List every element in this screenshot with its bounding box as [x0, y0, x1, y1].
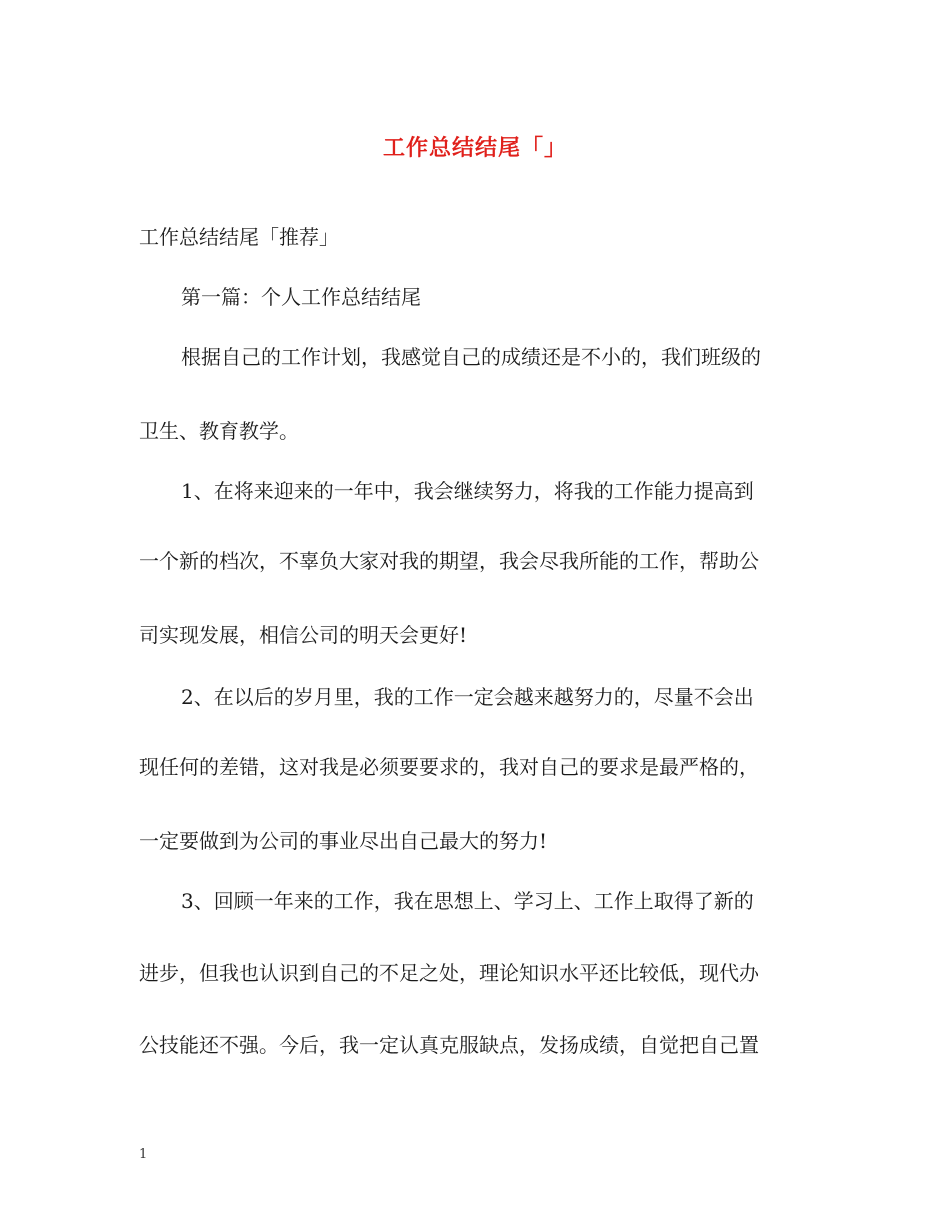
paragraph-line: 进步，但我也认识到自己的不足之处，理论知识水平还比较低，现代办: [139, 961, 759, 985]
page-number: 1: [139, 1147, 148, 1162]
paragraph-line: 司实现发展，相信公司的明天会更好!: [139, 623, 468, 647]
paragraph-line: 公技能还不强。今后，我一定认真克服缺点，发扬成绩，自觉把自己置: [139, 1033, 759, 1057]
paragraph-line: 一定要做到为公司的事业尽出自己最大的努力!: [139, 829, 548, 853]
paragraph-line: 3、回顾一年来的工作，我在思想上、学习上、工作上取得了新的: [181, 889, 754, 913]
paragraph-line: 1、在将来迎来的一年中，我会继续努力，将我的工作能力提高到: [181, 479, 754, 503]
paragraph-line: 2、在以后的岁月里，我的工作一定会越来越努力的，尽量不会出: [181, 685, 754, 709]
section-heading: 第一篇：个人工作总结结尾: [181, 285, 421, 309]
paragraph-line: 根据自己的工作计划，我感觉自己的成绩还是不小的，我们班级的: [181, 345, 761, 369]
paragraph-line: 卫生、教育教学。: [139, 419, 299, 443]
paragraph-line: 现任何的差错，这对我是必须要要求的，我对自己的要求是最严格的，: [139, 755, 759, 779]
document-title: 工作总结结尾「」: [382, 135, 567, 161]
document-subtitle: 工作总结结尾「推荐」: [139, 225, 339, 249]
paragraph-line: 一个新的档次，不辜负大家对我的期望，我会尽我所能的工作，帮助公: [139, 549, 759, 573]
